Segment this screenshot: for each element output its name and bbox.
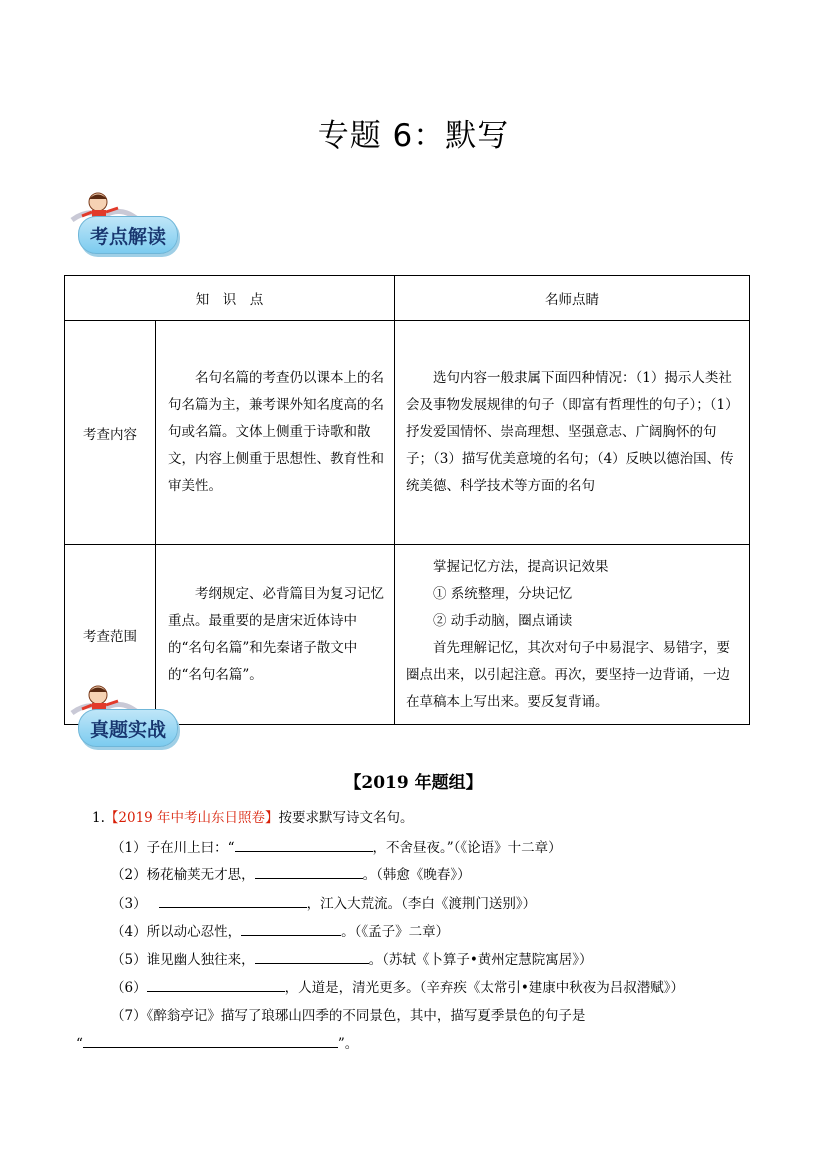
question-item: （6） ，人道是，清光更多。（辛弃疾《太常引•建康中秋夜为吕叔潜赋》）: [111, 976, 684, 996]
question-item: （7）《醉翁亭记》描写了琅琊山四季的不同景色，其中，描写夏季景色的句子是: [111, 1008, 586, 1024]
question-instruction: 按要求默写诗文名句。: [278, 810, 414, 826]
row-label: 考查范围: [65, 545, 156, 725]
question-item: （3） ，江入大荒流。（李白《渡荆门送别》）: [111, 892, 536, 912]
section-title: 【2019 年题组】: [344, 773, 483, 793]
tips-line: 掌握记忆方法，提高识记效果: [433, 558, 609, 575]
badge-label: 真题实战: [89, 719, 166, 741]
tips-line: ② 动手动脑，圈点诵读: [433, 612, 573, 629]
question-number: 1.: [92, 810, 105, 826]
answer-blank[interactable]: [255, 949, 369, 964]
badge-label: 考点解读: [89, 226, 166, 248]
question-item: “ ”。: [76, 1032, 358, 1052]
question-item: （1）子在川上曰：“ ，不舍昼夜。”（《论语》十二章）: [111, 836, 562, 856]
table-row: [65, 321, 750, 545]
answer-blank[interactable]: [147, 977, 285, 992]
answer-blank[interactable]: [255, 864, 363, 879]
row-label: 考查内容: [65, 321, 156, 545]
question-source: 【2019 年中考山东日照卷】: [104, 810, 279, 826]
question-item: （2）杨花榆荚无才思， 。（韩愈《晚春》）: [111, 863, 471, 883]
badge-exam-points: [68, 190, 180, 260]
question-item: （4）所以动心忍性， 。（《孟子》二章）: [111, 920, 449, 940]
answer-blank[interactable]: [83, 1033, 338, 1048]
knowledge-table: [64, 275, 750, 725]
answer-blank[interactable]: [235, 837, 373, 852]
knowledge-text: 考纲规定、必背篇目为复习记忆重点。最重要的是唐宋近体诗中的“名句名篇”和先秦诸子散文中的“名句名篇”。: [168, 585, 384, 683]
answer-blank[interactable]: [241, 921, 341, 936]
question-item: （5）谁见幽人独往来， 。（苏轼《卜算子•黄州定慧院寓居》）: [111, 948, 593, 968]
page-title: 专题 6：默写: [317, 118, 510, 154]
badge-real-exam: [68, 683, 180, 753]
answer-blank[interactable]: [159, 893, 307, 908]
tips-line: ① 系统整理，分块记忆: [433, 585, 573, 602]
tips-text: 选句内容一般隶属下面四种情况：（1）揭示人类社会及事物发展规律的句子（即富有哲理性的句子）；（1）抒发爱国情怀、崇高理想、坚强意志、广阔胸怀的句子；（3）描写优美意境的名句；（4）反映以德治国、传统美德、科学技术等方面的名句: [406, 370, 739, 494]
question-header: [92, 806, 414, 826]
header-tips: 名师点睛: [395, 276, 750, 321]
header-knowledge: 知 识 点: [65, 276, 395, 321]
tips-line: 首先理解记忆，其次对句子中易混字、易错字，要圈点出来，以引起注意。再次，要坚持一边背诵，一边在草稿本上写出来。要反复背诵。: [406, 639, 730, 710]
knowledge-text: 名句名篇的考查仍以课本上的名句名篇为主，兼考课外知名度高的名句或名篇。文体上侧重于诗歌和散文，内容上侧重于思想性、教育性和审美性。: [168, 370, 384, 494]
